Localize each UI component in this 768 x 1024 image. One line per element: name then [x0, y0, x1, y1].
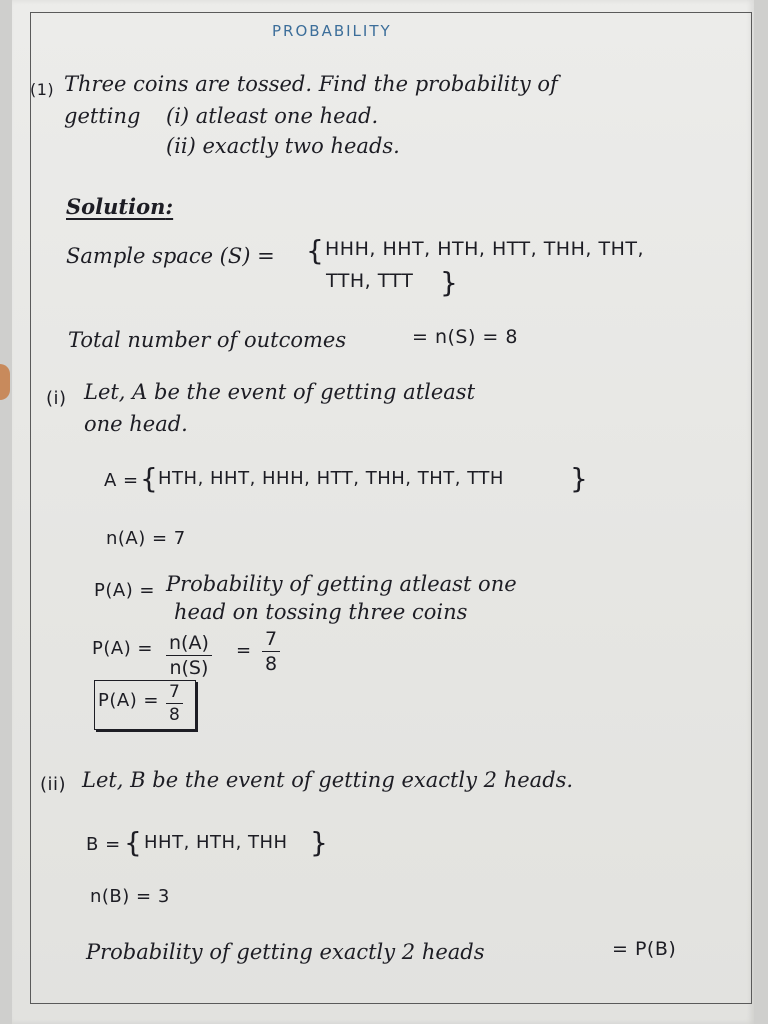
boxed-label: P(A) = [98, 690, 160, 711]
total-outcomes-value: = n(S) = 8 [412, 326, 518, 348]
result-numerator: 7 [262, 628, 280, 652]
boxed-denominator: 8 [169, 705, 180, 725]
part-i-line-1: Let, A be the event of getting atleast [84, 380, 476, 404]
sample-space-close: } [440, 266, 458, 299]
formula-denominator: n(S) [169, 657, 209, 679]
sample-space-line-2: TTH, TTT [326, 270, 414, 292]
set-a-label: A = [104, 470, 139, 491]
set-b-close: } [310, 826, 328, 859]
set-a-values: HTH, HHT, HHH, HTT, THH, THT, TTH [158, 468, 504, 489]
set-b-label: B = [86, 834, 121, 855]
formula-numerator: n(A) [166, 632, 212, 656]
p-a-formula-label: P(A) = [92, 638, 154, 659]
question-line-2-prefix: getting [64, 104, 141, 128]
set-b-values: HHT, HTH, THH [144, 832, 288, 853]
question-number: (1) [30, 80, 55, 99]
n-a-value: n(A) = 7 [106, 528, 186, 549]
set-a-close: } [570, 462, 588, 495]
question-part-ii: (ii) exactly two heads. [166, 134, 400, 158]
p-a-definition-line-1: Probability of getting atleast one [166, 572, 517, 596]
p-a-definition-label: P(A) = [94, 580, 156, 601]
p-a-result-fraction [262, 628, 280, 675]
set-a-open: { [140, 462, 158, 495]
solution-heading: Solution: [66, 194, 174, 219]
page-edge-mark [0, 364, 10, 400]
sample-space-line-1: HHH, HHT, HTH, HTT, THH, THT, [325, 238, 645, 260]
p-b-text: Probability of getting exactly 2 heads [86, 940, 485, 964]
p-a-definition-line-2: head on tossing three coins [174, 600, 468, 624]
p-b-value: = P(B) [612, 938, 677, 960]
question-line-1: Three coins are tossed. Find the probability of [64, 72, 558, 96]
open-brace: { [306, 234, 324, 267]
part-ii-line-1: Let, B be the event of getting exactly 2 heads. [82, 768, 574, 792]
part-i-line-2: one head. [84, 412, 188, 436]
page-title: PROBABILITY [272, 22, 392, 40]
n-b-value: n(B) = 3 [90, 886, 170, 907]
part-ii-label: (ii) [40, 774, 67, 795]
total-outcomes-label: Total number of outcomes [68, 328, 347, 352]
formula-equals: = [236, 640, 252, 661]
part-i-label: (i) [46, 388, 67, 409]
sample-space-label: Sample space (S) = [66, 244, 275, 268]
p-a-formula-fraction [166, 632, 212, 679]
question-part-i: (i) atleast one head. [166, 104, 379, 128]
boxed-numerator: 7 [166, 682, 183, 704]
sample-space-set [306, 234, 324, 267]
boxed-fraction [166, 682, 183, 725]
result-denominator: 8 [265, 653, 278, 675]
set-b-open: { [124, 826, 142, 859]
